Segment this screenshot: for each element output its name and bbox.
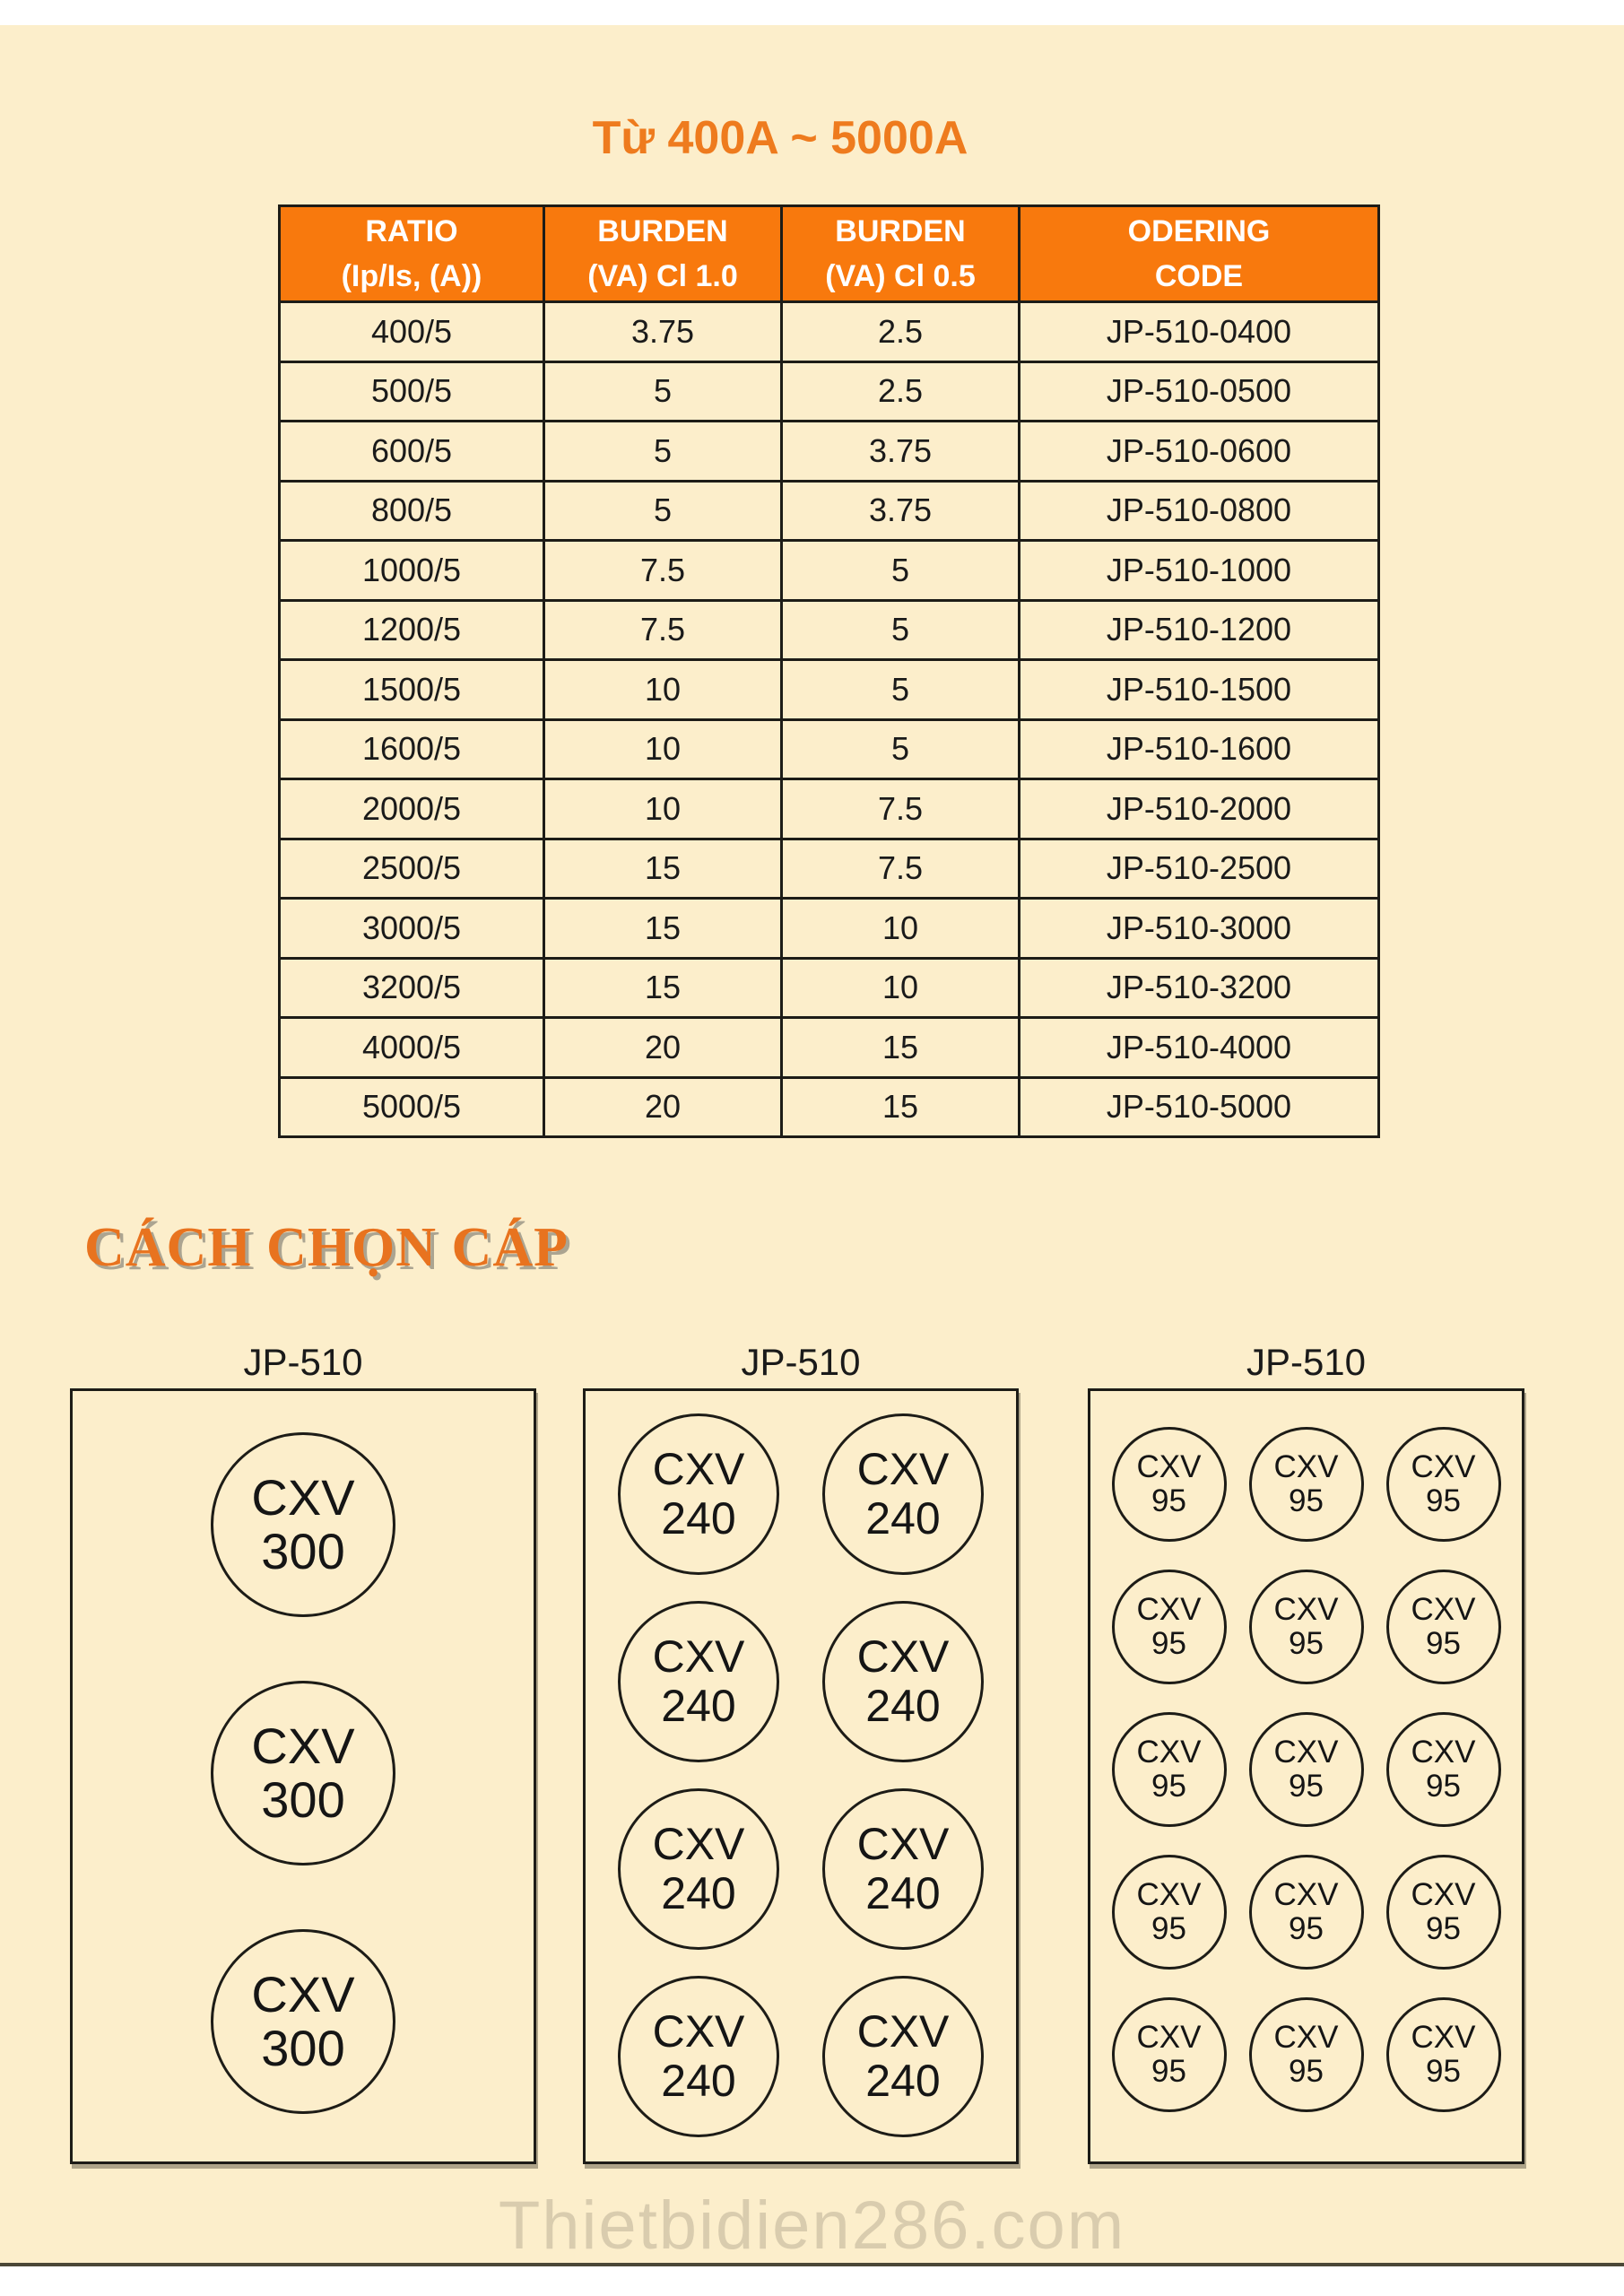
table-cell: 20 — [544, 1077, 782, 1137]
cable-circle — [1112, 1855, 1227, 1970]
circle-text-top: CXV — [1136, 1449, 1202, 1484]
ratings-table — [278, 204, 1380, 1138]
table-cell: 10 — [782, 958, 1020, 1018]
header-line1: BURDEN — [597, 214, 728, 248]
table-cell: 20 — [544, 1018, 782, 1078]
table-cell: JP-510-2000 — [1020, 779, 1379, 839]
cable-circle — [1112, 1997, 1227, 2112]
table-cell: 5 — [782, 541, 1020, 601]
circle-text-top: CXV — [856, 1444, 950, 1494]
table-cell: 2.5 — [782, 302, 1020, 362]
cable-circle — [1249, 1712, 1364, 1827]
table-cell: JP-510-1200 — [1020, 600, 1379, 660]
circle-text-top: CXV — [251, 1718, 355, 1774]
table-row — [280, 541, 1379, 601]
table-row — [280, 1077, 1379, 1137]
table-cell: 4000/5 — [280, 1018, 544, 1078]
table-cell: 15 — [544, 958, 782, 1018]
cable-circle — [1249, 1427, 1364, 1542]
table-cell: JP-510-1500 — [1020, 660, 1379, 720]
table-cell: JP-510-0800 — [1020, 481, 1379, 541]
table-cell: 10 — [782, 899, 1020, 959]
table-cell: 5 — [544, 422, 782, 482]
circle-text-bottom: 95 — [1289, 2054, 1324, 2089]
table-header-cell — [544, 206, 782, 302]
table-cell: 1500/5 — [280, 660, 544, 720]
table-cell: 7.5 — [544, 541, 782, 601]
table-cell: 15 — [782, 1018, 1020, 1078]
table-cell: JP-510-3200 — [1020, 958, 1379, 1018]
circle-text-bottom: 95 — [1151, 1483, 1186, 1518]
circle-text-bottom: 240 — [865, 2056, 941, 2106]
circle-text-bottom: 240 — [865, 1493, 941, 1544]
circle-text-bottom: 240 — [661, 1493, 736, 1544]
circle-text-top: CXV — [1411, 1449, 1476, 1484]
cable-box-label: JP-510 — [741, 1341, 861, 1383]
cable-circle — [211, 1432, 395, 1617]
table-cell: 5 — [782, 600, 1020, 660]
circle-text-bottom: 240 — [865, 1868, 941, 1918]
table-cell: 600/5 — [280, 422, 544, 482]
cable-circle — [1112, 1712, 1227, 1827]
table-row — [280, 481, 1379, 541]
table-cell: 500/5 — [280, 361, 544, 422]
cable-circle-grid — [73, 1391, 534, 2114]
circle-text-top: CXV — [251, 1469, 355, 1526]
table-header-row — [280, 206, 1379, 302]
table-row — [280, 719, 1379, 779]
cable-circle — [1249, 1997, 1364, 2112]
table-cell: 400/5 — [280, 302, 544, 362]
cable-box — [583, 1341, 1019, 2164]
circle-text-top: CXV — [1411, 1592, 1476, 1627]
table-cell: 800/5 — [280, 481, 544, 541]
circle-text-top: CXV — [856, 1819, 950, 1869]
table-cell: 5 — [782, 719, 1020, 779]
circle-text-bottom: 95 — [1289, 1911, 1324, 1946]
circle-text-bottom: 300 — [261, 1523, 345, 1579]
header-line1: BURDEN — [835, 214, 966, 248]
table-row — [280, 958, 1379, 1018]
circle-text-top: CXV — [856, 2006, 950, 2057]
page-title: Từ 400A ~ 5000A — [592, 112, 968, 164]
circle-text-bottom: 95 — [1426, 1626, 1461, 1661]
table-cell: 15 — [782, 1077, 1020, 1137]
section-heading: CÁCH CHỌN CÁP — [84, 1217, 569, 1278]
table-cell: 1600/5 — [280, 719, 544, 779]
cable-circle — [1249, 1570, 1364, 1684]
cable-circle — [618, 1601, 779, 1762]
cable-circle — [618, 1788, 779, 1950]
table-cell: 5 — [544, 481, 782, 541]
circle-text-top: CXV — [652, 1819, 745, 1869]
cable-circle-grid — [1090, 1391, 1522, 2112]
table-cell: JP-510-2500 — [1020, 839, 1379, 899]
circle-text-top: CXV — [1273, 1735, 1339, 1770]
table-cell: 10 — [544, 779, 782, 839]
header-line2: (VA) Cl 1.0 — [587, 259, 738, 293]
cable-circle — [1386, 1855, 1501, 1970]
circle-text-bottom: 95 — [1289, 1483, 1324, 1518]
header-line1: RATIO — [365, 214, 458, 248]
table-cell: 5 — [544, 361, 782, 422]
circle-text-top: CXV — [251, 1966, 355, 2022]
cable-circle — [211, 1681, 395, 1866]
header-line2: (VA) Cl 0.5 — [825, 259, 976, 293]
table-cell: 3000/5 — [280, 899, 544, 959]
circle-text-top: CXV — [856, 1631, 950, 1682]
table-cell: 7.5 — [544, 600, 782, 660]
circle-text-bottom: 240 — [661, 1681, 736, 1731]
circle-text-top: CXV — [652, 1444, 745, 1494]
cable-circle — [211, 1929, 395, 2114]
circle-text-top: CXV — [652, 1631, 745, 1682]
table-cell: 7.5 — [782, 839, 1020, 899]
circle-text-bottom: 95 — [1289, 1769, 1324, 1804]
cable-circle — [1386, 1570, 1501, 1684]
circle-text-top: CXV — [1136, 2020, 1202, 2055]
cable-circle — [1386, 1712, 1501, 1827]
header-line2: (Ip/Is, (A)) — [341, 259, 482, 293]
circle-text-bottom: 95 — [1426, 1769, 1461, 1804]
cable-circle — [822, 1976, 984, 2137]
table-cell: 15 — [544, 899, 782, 959]
table-cell: 1000/5 — [280, 541, 544, 601]
watermark: Thietbidien286.com — [498, 2187, 1126, 2264]
circle-text-bottom: 95 — [1426, 1483, 1461, 1518]
circle-text-bottom: 95 — [1151, 1769, 1186, 1804]
table-cell: 15 — [544, 839, 782, 899]
table-cell: JP-510-4000 — [1020, 1018, 1379, 1078]
table-cell: JP-510-1000 — [1020, 541, 1379, 601]
header-line1: ODERING — [1127, 214, 1271, 248]
circle-text-top: CXV — [652, 2006, 745, 2057]
circle-text-top: CXV — [1411, 2020, 1476, 2055]
table-row — [280, 1018, 1379, 1078]
table-cell: 2500/5 — [280, 839, 544, 899]
circle-text-bottom: 95 — [1289, 1626, 1324, 1661]
circle-text-top: CXV — [1273, 1449, 1339, 1484]
table-cell: 3.75 — [782, 422, 1020, 482]
cable-circle — [1112, 1427, 1227, 1542]
table-row — [280, 302, 1379, 362]
circle-text-bottom: 300 — [261, 2020, 345, 2076]
cable-circle — [1386, 1427, 1501, 1542]
cable-box — [1088, 1341, 1524, 2164]
table-cell: 3.75 — [782, 481, 1020, 541]
cable-circle — [822, 1601, 984, 1762]
table-cell: JP-510-5000 — [1020, 1077, 1379, 1137]
table-cell: 3.75 — [544, 302, 782, 362]
table-row — [280, 600, 1379, 660]
table-header-cell — [280, 206, 544, 302]
table-cell: 1200/5 — [280, 600, 544, 660]
circle-text-bottom: 95 — [1151, 2054, 1186, 2089]
cable-circle — [822, 1413, 984, 1575]
table-cell: JP-510-1600 — [1020, 719, 1379, 779]
circle-text-top: CXV — [1136, 1592, 1202, 1627]
table-cell: 2000/5 — [280, 779, 544, 839]
circle-text-bottom: 95 — [1151, 1626, 1186, 1661]
cable-circle — [1112, 1570, 1227, 1684]
cable-box-label: JP-510 — [243, 1341, 363, 1383]
circle-text-bottom: 240 — [661, 2056, 736, 2106]
circle-text-bottom: 95 — [1426, 1911, 1461, 1946]
circle-text-top: CXV — [1136, 1735, 1202, 1770]
circle-text-top: CXV — [1273, 1592, 1339, 1627]
circle-text-bottom: 240 — [865, 1681, 941, 1731]
table-cell: 3200/5 — [280, 958, 544, 1018]
circle-text-top: CXV — [1273, 2020, 1339, 2055]
cable-box-label: JP-510 — [1246, 1341, 1367, 1383]
table-cell: JP-510-0400 — [1020, 302, 1379, 362]
circle-text-top: CXV — [1411, 1735, 1476, 1770]
table-cell: 7.5 — [782, 779, 1020, 839]
cable-circle-grid — [586, 1391, 1016, 2137]
circle-text-bottom: 300 — [261, 1771, 345, 1828]
cable-circle — [1249, 1855, 1364, 1970]
cable-circle — [822, 1788, 984, 1950]
table-row — [280, 361, 1379, 422]
table-cell: JP-510-3000 — [1020, 899, 1379, 959]
table-header-cell — [782, 206, 1020, 302]
circle-text-top: CXV — [1136, 1877, 1202, 1912]
cable-circle — [1386, 1997, 1501, 2112]
circle-text-bottom: 95 — [1426, 2054, 1461, 2089]
table-cell: 5 — [782, 660, 1020, 720]
circle-text-top: CXV — [1411, 1877, 1476, 1912]
table-cell: 10 — [544, 660, 782, 720]
cable-circle — [618, 1976, 779, 2137]
table-cell: 5000/5 — [280, 1077, 544, 1137]
cable-box — [70, 1341, 536, 2164]
circle-text-bottom: 95 — [1151, 1911, 1186, 1946]
table-cell: 2.5 — [782, 361, 1020, 422]
table-header-cell — [1020, 206, 1379, 302]
table-cell: 10 — [544, 719, 782, 779]
table-row — [280, 422, 1379, 482]
table-row — [280, 839, 1379, 899]
cable-circle — [618, 1413, 779, 1575]
circle-text-bottom: 240 — [661, 1868, 736, 1918]
table-cell: JP-510-0600 — [1020, 422, 1379, 482]
table-row — [280, 779, 1379, 839]
table-row — [280, 660, 1379, 720]
header-line2: CODE — [1154, 259, 1244, 293]
table-row — [280, 899, 1379, 959]
table-cell: JP-510-0500 — [1020, 361, 1379, 422]
circle-text-top: CXV — [1273, 1877, 1339, 1912]
